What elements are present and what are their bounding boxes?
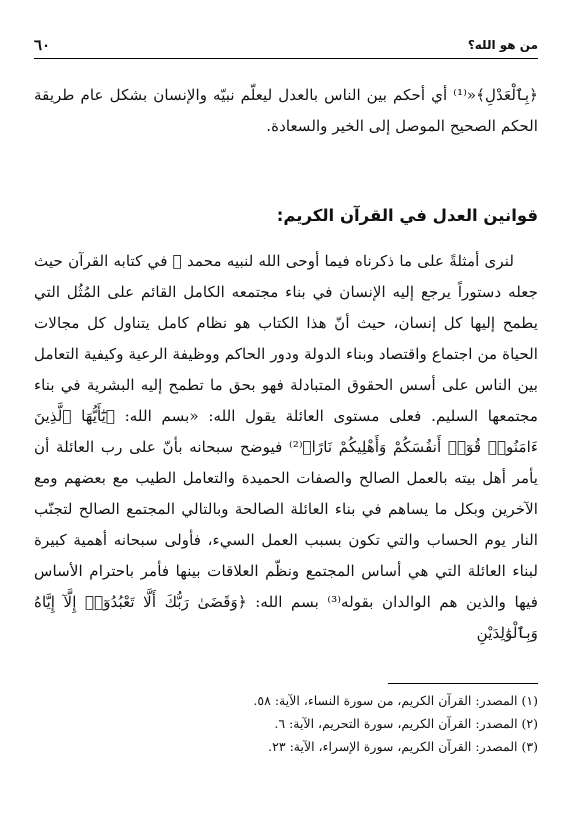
main-paragraph: لنرى أمثلةً على ما ذكرناه فيما أوحى الله لنبيه محمد ﷺ في كتابه القرآن حيث جعله دستوراً يرجع إليه الإنسان في بناء مجتمعه الكامل القائم على المُثُل التي يطمح إليها كل إنسان، حيث أنّ هذا الكتاب هو نظام كامل يتناول كل مجالات الحياة من اجتماع واقتصاد وبناء الدولة ودور الحاكم ووظيفة الرعية وكيفية التعامل بين الناس على أسس الحقوق المتبادلة فهو بحق ما تطمح إليه البشرية في بناء مجتمعها السليم. فعلى مستوى العائلة يقول الله: «بسم الله: ﴿يَٰٓأَيُّهَا ٱلَّذِينَ ءَامَنُوا۟ قُوٓا۟ أَنفُسَكُمْ وَأَهْلِيكُمْ نَارًا﴾⁽²⁾ فيوضح سبحانه بأنّ على رب العائلة أن يأمر أهل بيته بالعمل الصالح والصفات الحميدة والتعامل الطيب مع بعضهم ومع الآخرين وبكل ما يساهم في بناء العائلة الصالحة وبالتالي المجتمع الصالح لتجنّب النار يوم الحساب والتي تكون بسبب العمل السيء، فأولى سبحانه أهمية كبيرة لبناء العائلة التي هي أساس المجتمع ونظّم العلاقات بينها فأمر باحترام الأساس فيها والذين هم الوالدان بقوله⁽³⁾ بسم الله: ﴿وَقَضَىٰ رَبُّكَ أَلَّا تَعْبُدُوٓا۟ إِلَّآ إِيَّاهُ وَبِٱلْوَٰلِدَيْنِ — [34, 252, 538, 642]
footnote-2: (٢) المصدر: القرآن الكريم، سورة التحريم، الآية: ٦. — [274, 716, 538, 731]
running-header — [34, 36, 538, 59]
running-header-title: من هو الله؟ — [467, 38, 538, 52]
page-number: ٦٠ — [34, 36, 51, 54]
footnote-3: (٣) المصدر: القرآن الكريم، سورة الإسراء، الآية: ٢٣. — [268, 739, 538, 754]
footnote-separator — [388, 683, 538, 684]
section-heading: قوانين العدل في القرآن الكريم: — [276, 206, 538, 225]
footnote-1: (١) المصدر: القرآن الكريم، من سورة النساء، الآية: ٥٨. — [253, 693, 538, 708]
intro-paragraph: ﴿بِٱلْعَدْلِ﴾«⁽¹⁾ أي أحكم بين الناس بالعدل ليعلّم نبيّه والإنسان بشكل عام طريقة الحكم الصحيح الموصل إلى الخير والسعادة. — [34, 86, 538, 135]
footnotes — [34, 689, 538, 758]
